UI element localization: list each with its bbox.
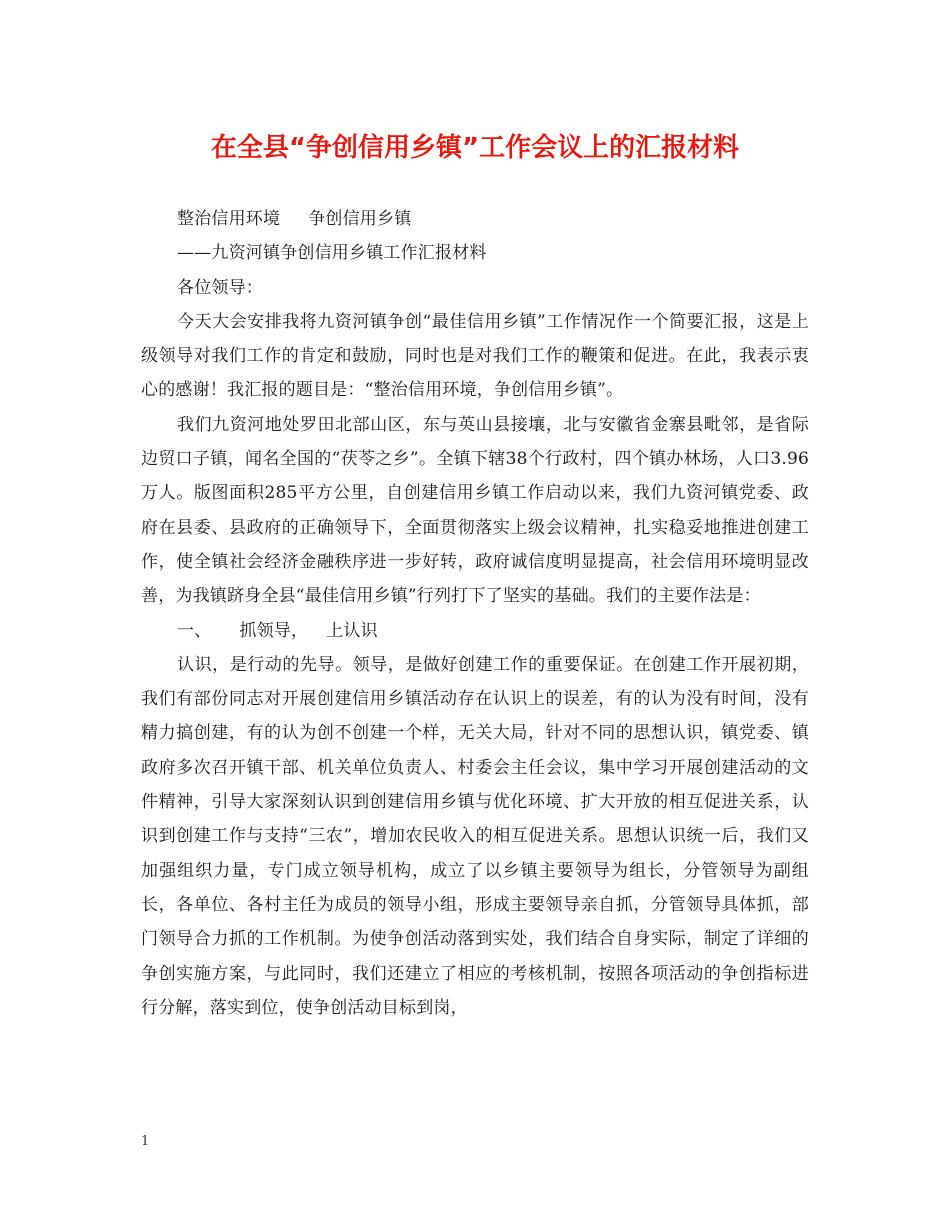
paragraph-section-one: 认识，是行动的先导。领导，是做好创建工作的重要保证。在创建工作开展初期，我们有部份同志对开展创建信用乡镇活动存在认识上的误差，有的认为没有时间，没有精力搞创建，有的认为创不创建一个样，无关大局，针对不同的思想认识，镇党委、镇政府多次召开镇干部、机关单位负责人、村委会主任会议，集中学习开展创建活动的文件精神，引导大家深刻认识到创建信用乡镇与优化环境、扩大开放的相互促进关系，认识到创建工作与支持“三农”，增加农民收入的相互促进关系。思想认识统一后，我们又加强组织力量，专门成立领导机构，成立了以乡镇主要领导为组长，分管领导为副组长，各单位、各村主任为成员的领导小组，形成主要领导亲自抓，分管领导具体抓，部门领导合力抓的工作机制。为使争创活动落到实处，我们结合自身实际，制定了详细的争创实施方案，与此同时，我们还建立了相应的考核机制，按照各项活动的争创指标进行分解，落实到位，使争创活动目标到岗，	[141, 654, 809, 1018]
section-heading	[141, 614, 809, 648]
subtitle-line	[141, 202, 809, 236]
document-title: 在全县“争创信用乡镇”工作会议上的汇报材料	[210, 133, 740, 163]
paragraph-intro: 今天大会安排我将九资河镇争创“最佳信用乡镇”工作情况作一个简要汇报，这是上级领导对我们工作的肯定和鼓励，同时也是对我们工作的鞭策和促进。在此，我表示衷心的感谢！我汇报的题目是：“整治信用环境，争创信用乡镇”。	[141, 311, 809, 401]
page-number: 1	[141, 1134, 150, 1149]
section-title-part-1: 抓领导，	[239, 620, 309, 641]
salutation: 各位领导：	[177, 277, 263, 298]
subheading-line: ——九资河镇争创信用乡镇工作汇报材料	[177, 243, 487, 264]
subtitle-part-2: 争创信用乡镇	[308, 209, 412, 229]
document-body	[141, 202, 809, 1025]
paragraph-background: 我们九资河地处罗田北部山区，东与英山县接壤，北与安徽省金寨县毗邻，是省际边贸口子镇，闻名全国的“茯苓之乡”。全镇下辖38个行政村，四个镇办林场，人口3.96万人。版图面积285平方公里，自创建信用乡镇工作启动以来，我们九资河镇党委、政府在县委、县政府的正确领导下，全面贯彻落实上级会议精神，扎实稳妥地推进创建工作，使全镇社会经济金融秩序进一步好转，政府诚信度明显提高，社会信用环境明显改善，为我镇跻身全县“最佳信用乡镇”行列打下了坚实的基础。我们的主要作法是：	[141, 414, 809, 607]
section-title-part-2: 上认识	[326, 620, 378, 641]
subtitle-part-1: 整治信用环境	[177, 209, 281, 229]
section-number: 一、	[177, 620, 212, 641]
